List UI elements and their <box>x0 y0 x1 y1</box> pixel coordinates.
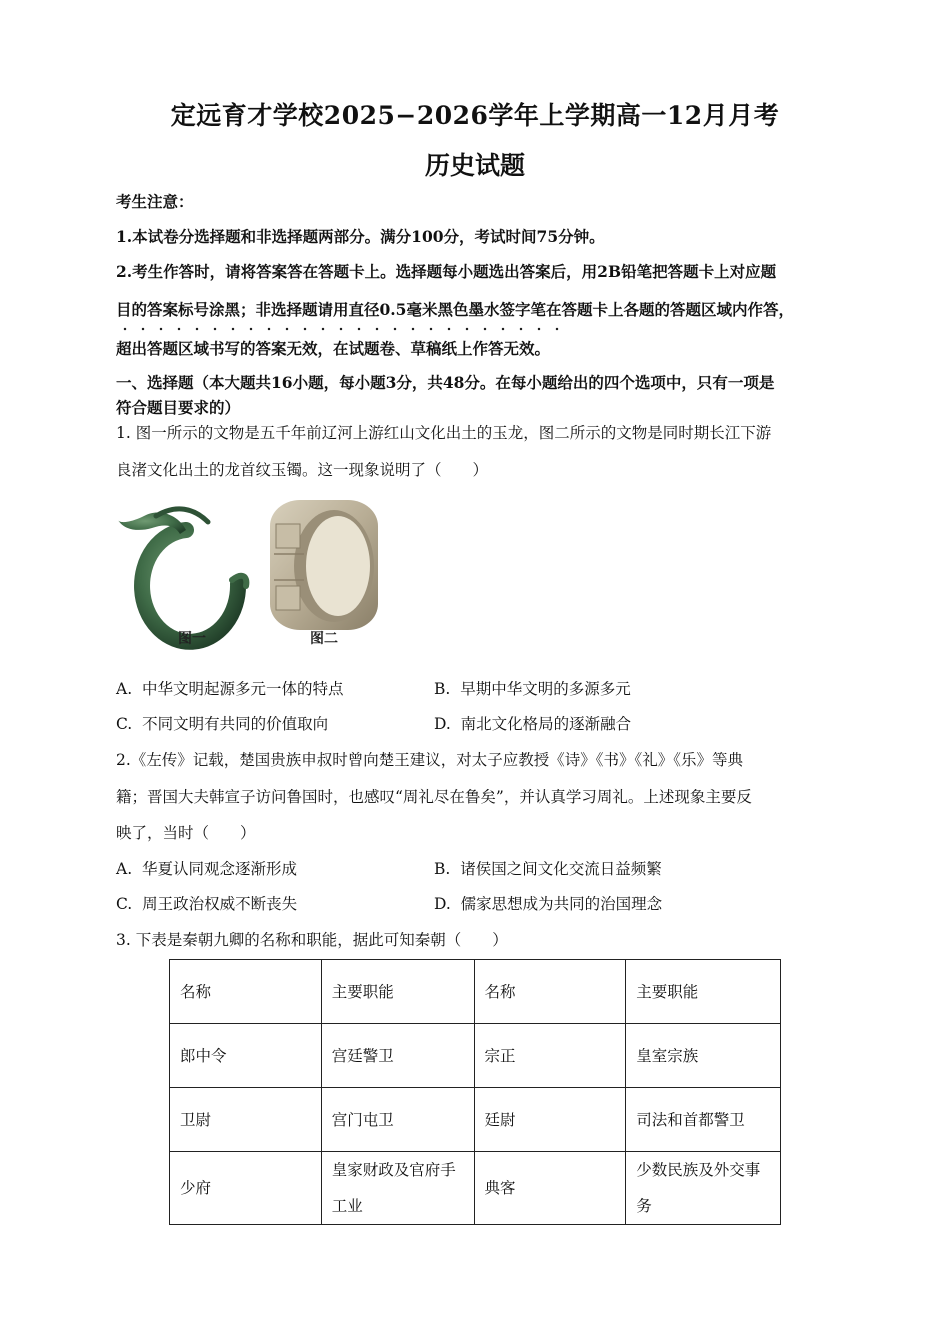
option-key: A. <box>116 860 133 878</box>
q2-stem-line-1: 2.《左传》记载，楚国贵族申叔时曾向楚王建议，对太子应教授《诗》《书》《礼》《乐》等典 <box>116 751 744 769</box>
q1-figures <box>116 494 386 654</box>
table-cell: 宫门屯卫 <box>321 1088 474 1152</box>
option-text: 华夏认同观念逐渐形成 <box>141 860 297 878</box>
q3-stem-line-1: 3. 下表是秦朝九卿的名称和职能，据此可知秦朝（ ） <box>116 931 508 949</box>
table-row <box>170 1024 781 1088</box>
q2-option-a[interactable] <box>116 857 297 879</box>
q2-option-d[interactable] <box>434 892 662 914</box>
option-text: 不同文明有共同的价值取向 <box>142 715 329 733</box>
q1-stem-line-1: 1. 图一所示的文物是五千年前辽河上游红山文化出土的玉龙，图二所示的文物是同时期长江下游 <box>116 424 772 442</box>
table-header-cell: 名称 <box>170 960 322 1024</box>
table-cell: 少府 <box>170 1152 322 1225</box>
option-key: A. <box>116 680 133 698</box>
notice-item-1: 1.本试卷分选择题和非选择题两部分。满分100分，考试时间75分钟。 <box>116 227 605 246</box>
section-heading-line-2: 符合题目要求的） <box>116 398 241 417</box>
q1-option-c[interactable] <box>116 712 328 734</box>
q1-option-b[interactable] <box>434 677 631 699</box>
q2-stem-line-3: 映了，当时（ ） <box>116 824 256 842</box>
figure-1-caption: 图一 <box>178 631 206 647</box>
option-key: C. <box>116 895 133 913</box>
artifact-images <box>116 494 386 654</box>
table-row <box>170 1088 781 1152</box>
option-text: 周王政治权威不断丧失 <box>142 895 298 913</box>
section-heading-line-1: 一、选择题（本大题共16小题，每小题3分，共48分。在每小题给出的四个选项中，只有一项是 <box>116 373 775 392</box>
option-key: B. <box>434 860 451 878</box>
q2-option-c[interactable] <box>116 892 297 914</box>
jade-bracelet-image <box>270 500 378 630</box>
option-key: B. <box>434 680 451 698</box>
table-header-row <box>170 960 781 1024</box>
table-cell: 皇家财政及官府手工业 <box>321 1152 474 1225</box>
table-row <box>170 1152 781 1225</box>
q1-option-a[interactable] <box>116 677 344 699</box>
notice-heading: 考生注意： <box>116 192 194 211</box>
option-text: 南北文化格局的逐渐融合 <box>460 715 632 733</box>
notice-item-2-line-2: 目的答案标号涂黑；非选择题请用直径0.5毫米黑色墨水签字笔在答题卡上各题的答题区域内作答， <box>116 300 794 319</box>
figure-2-caption: 图二 <box>310 631 338 647</box>
q2-option-b[interactable] <box>434 857 662 879</box>
table-header-cell: 主要职能 <box>626 960 781 1024</box>
table-cell: 卫尉 <box>170 1088 322 1152</box>
jade-dragon-image <box>118 509 246 642</box>
option-text: 早期中华文明的多源多元 <box>460 680 631 698</box>
table-header-cell: 名称 <box>474 960 626 1024</box>
emphasis-dots <box>116 326 566 332</box>
table-cell: 少数民族及外交事务 <box>626 1152 781 1225</box>
option-text: 中华文明起源多元一体的特点 <box>141 680 344 698</box>
table-cell: 宫廷警卫 <box>321 1024 474 1088</box>
table-cell: 皇室宗族 <box>626 1024 781 1088</box>
notice-item-2-line-3: 超出答题区域书写的答案无效，在试题卷、草稿纸上作答无效。 <box>116 339 551 358</box>
q1-stem-line-2: 良渚文化出土的龙首纹玉镯。这一现象说明了（ ） <box>116 461 489 479</box>
nine-ministers-table <box>169 959 781 1225</box>
table-cell: 司法和首都警卫 <box>626 1088 781 1152</box>
q2-stem-line-2: 籍；晋国大夫韩宣子访问鲁国时，也感叹“周礼尽在鲁矣”，并认真学习周礼。上述现象主要反 <box>116 788 752 806</box>
notice-item-2-line-1: 2.考生作答时，请将答案答在答题卡上。选择题每小题选出答案后，用2B铅笔把答题卡上对应题 <box>116 262 777 281</box>
table-cell: 廷尉 <box>474 1088 626 1152</box>
option-key: D. <box>434 715 451 733</box>
option-key: D. <box>434 895 451 913</box>
option-key: C. <box>116 715 133 733</box>
exam-subtitle: 历史试题 <box>424 151 525 180</box>
exam-title: 定远育才学校2025−2026学年上学期高一12月月考 <box>170 101 780 130</box>
q1-option-d[interactable] <box>434 712 631 734</box>
option-text: 儒家思想成为共同的治国理念 <box>460 895 663 913</box>
table-header-cell: 主要职能 <box>321 960 474 1024</box>
table-cell: 宗正 <box>474 1024 626 1088</box>
option-text: 诸侯国之间文化交流日益频繁 <box>460 860 662 878</box>
table-cell: 典客 <box>474 1152 626 1225</box>
table-cell: 郎中令 <box>170 1024 322 1088</box>
